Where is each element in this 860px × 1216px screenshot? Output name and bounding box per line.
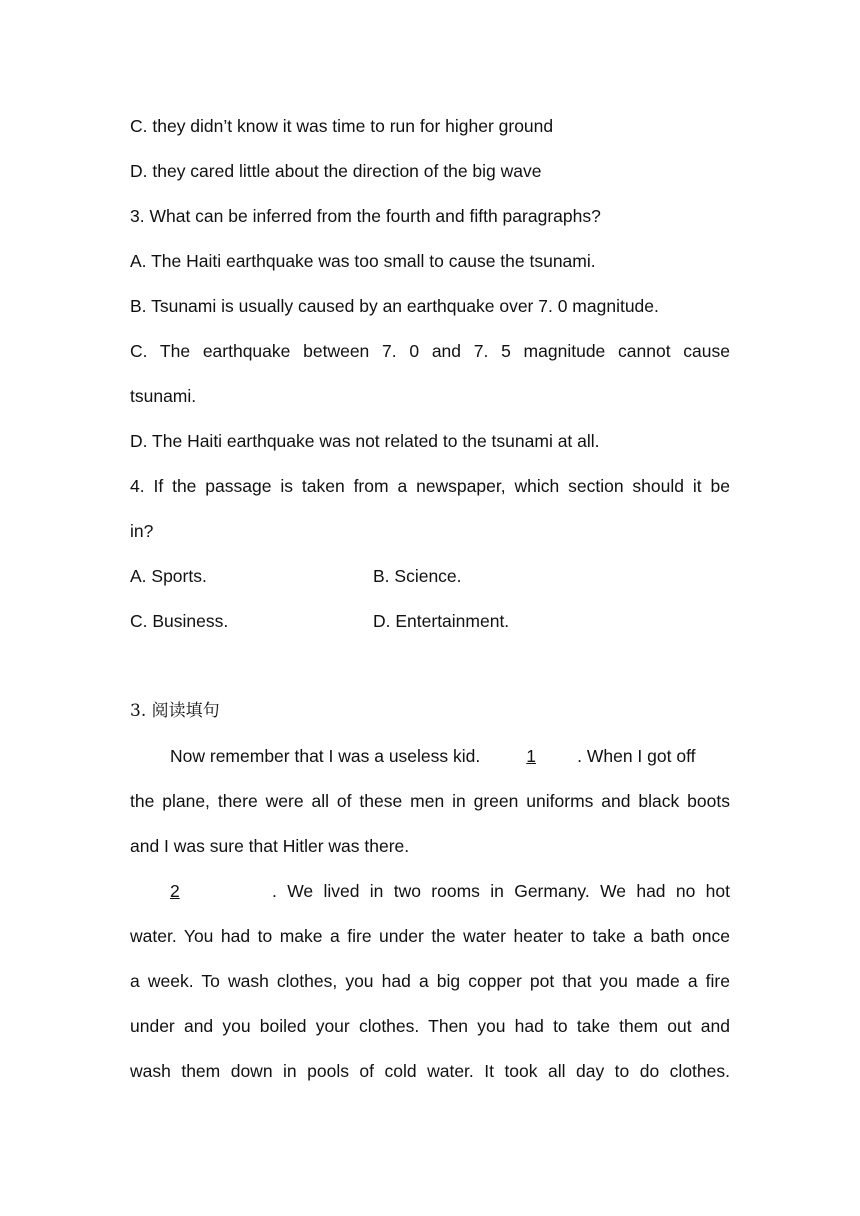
blank-1: 1 [526,746,536,766]
paragraph2-line4: under and you boiled your clothes. Then you had to take them out and [130,1016,730,1036]
paragraph2-line3: a week. To wash clothes, you had a big copper pot that you made a fire [130,971,730,991]
q4-options-row2 [130,599,730,644]
q4-option-b: B. Science. [373,566,462,586]
paragraph2-line5: wash them down in pools of cold water. It took all day to do clothes. [130,1061,730,1081]
paragraph1-text-after-blank: . When I got off [577,746,696,766]
q4-option-c: C. Business. [130,611,229,631]
q3-option-c-line2: tsunami. [130,386,197,406]
q4-options-row1 [130,554,730,599]
paragraph1-line1 [130,734,730,779]
paragraph1-line2: the plane, there were all of these men in green uniforms and black boots [130,791,730,811]
q2-option-d: D. they cared little about the direction of the big wave [130,161,542,181]
q3-option-a: A. The Haiti earthquake was too small to cause the tsunami. [130,251,596,271]
section-title: 3. 阅读填句 [130,701,220,721]
paragraph2-line2: water. You had to make a fire under the water heater to take a bath once [130,926,730,946]
q4-stem-line2: in? [130,521,154,541]
q2-option-c: C. they didn’t know it was time to run for higher ground [130,116,554,136]
paragraph1-text-before-blank: Now remember that I was a useless kid. [170,746,486,766]
document-page [130,104,730,1094]
q3-option-c-line1: C. The earthquake between 7. 0 and 7. 5 magnitude cannot cause [130,341,730,361]
q4-option-a: A. Sports. [130,566,207,586]
blank-2: 2 [170,881,180,901]
q3-stem: 3. What can be inferred from the fourth and fifth paragraphs? [130,206,601,226]
q4-stem-line1: 4. If the passage is taken from a newspaper, which section should it be [130,476,730,496]
q3-option-d: D. The Haiti earthquake was not related to the tsunami at all. [130,431,600,451]
paragraph1-line3: and I was sure that Hitler was there. [130,836,410,856]
q4-option-d: D. Entertainment. [373,611,510,631]
q3-option-b: B. Tsunami is usually caused by an earthquake over 7. 0 magnitude. [130,296,659,316]
paragraph2-text-after-blank: . We lived in two rooms in Germany. We had no hot [272,881,730,901]
paragraph2-line1 [130,869,730,914]
